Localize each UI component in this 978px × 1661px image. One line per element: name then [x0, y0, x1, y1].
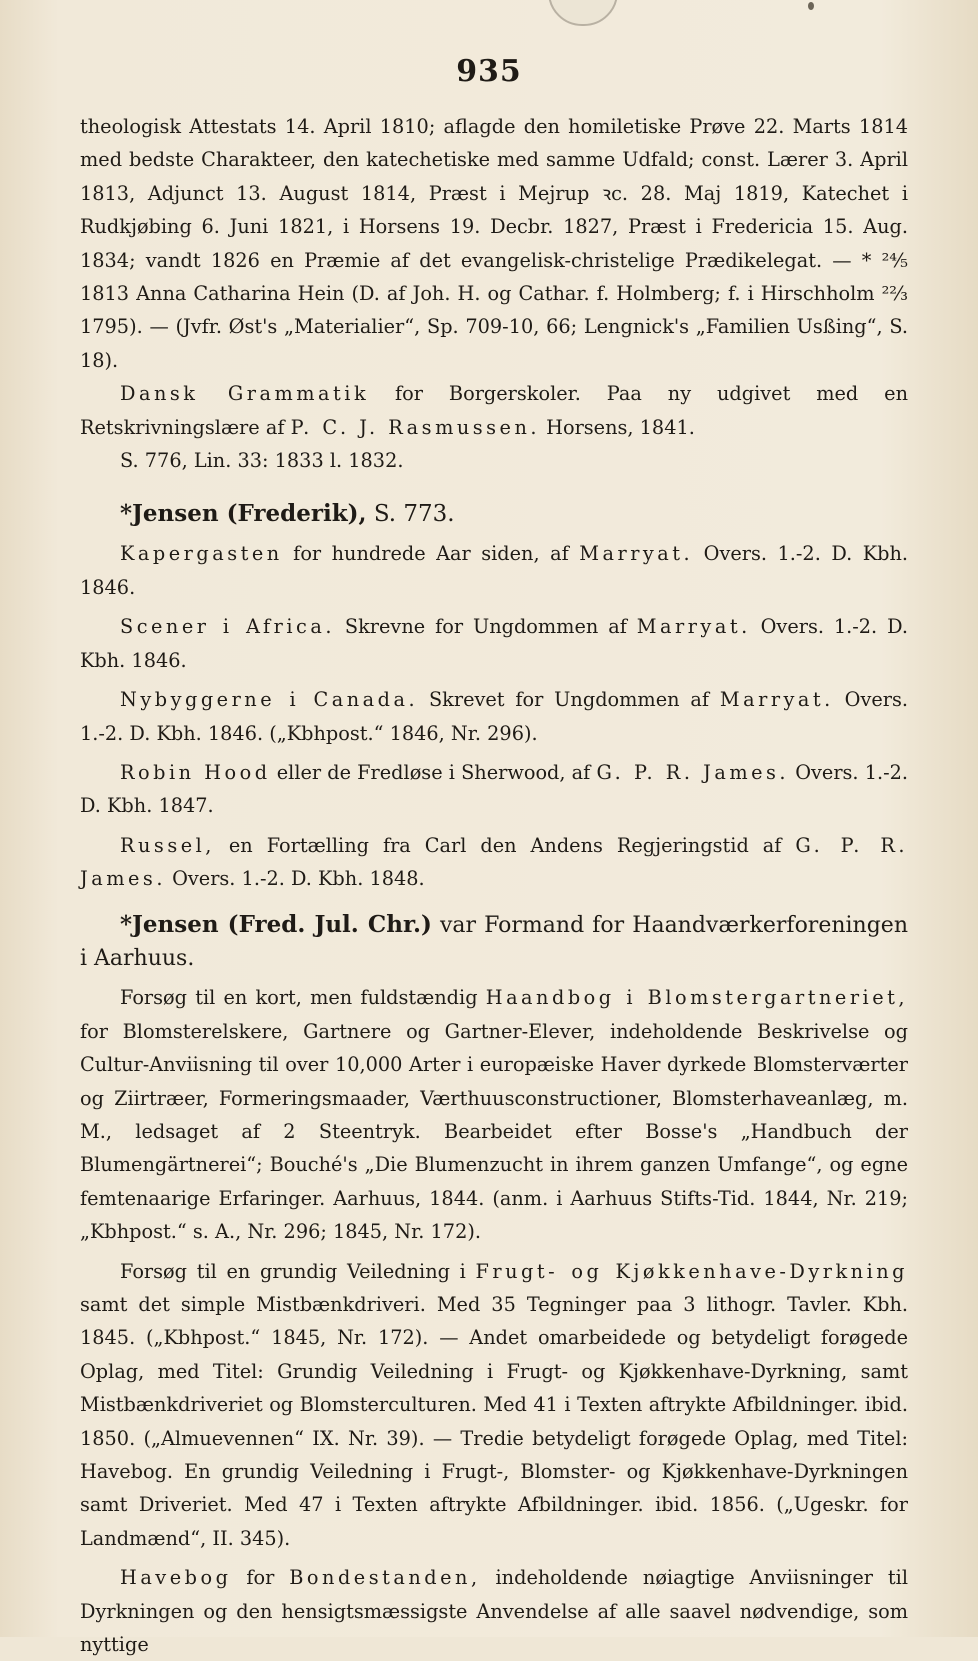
entry-title: Havebog	[120, 1566, 232, 1590]
entry-author: G. P. R. James.	[80, 833, 908, 891]
heading-text: var Formand for Haandværkerforeningen i Aarhuus.	[80, 912, 908, 971]
heading-name: *Jensen (Frederik),	[120, 500, 367, 528]
entry-tail: indeholdende nøiagtige Anviisninger til Dyrkningen og den hensigtsmæssigste Anvendelse af alle saavel nødvendige, som nyttige	[80, 1566, 908, 1657]
entry-text: en Fortælling fra Carl den Andens Regjeringstid af	[214, 833, 796, 857]
entry-text: Skrevne for Ungdommen af	[335, 615, 637, 639]
list-item	[80, 756, 908, 823]
entry-author: Marryat.	[579, 542, 694, 566]
entry-title: Scener i Africa.	[120, 615, 335, 639]
entry-text: for Borgerskoler. Paa ny udgivet med en Retskrivningslære af	[80, 382, 908, 439]
entry-author: P. C. J. Rasmussen.	[290, 415, 541, 439]
page-number: 935	[456, 54, 522, 89]
entry-title: Dansk Grammatik	[120, 382, 370, 406]
entry-text: til en kort, men fuldstændig	[187, 986, 486, 1010]
intro-paragraph: theologisk Attestats 14. April 1810; aflagde den homiletiske Prøve 22. Marts 1814 med bedste Charakteer, den katechetiske med samme Udfald; const. Lærer 3. April 1813, Adjunct 13. August 1814, Præst i Mejrup ꝛc. 28. Maj 1819, Katechet i Rudkjøbing 6. Juni 1821, i Horsens 19. Decbr. 1827, Præst i Fredericia 15. Aug. 1834; vandt 1826 en Præmie af det evangelisk-christelige Prædikelegat. — * ²⁴⁄₅ 1813 Anna Catharina Hein (D. af Joh. H. og Cathar. f. Holmberg; f. i Hirschholm ²²⁄₃ 1795). — (Jvfr. Øst's „Materialier“, Sp. 709-10, 66; Lengnick's „Familien Usßing“, S. 18).	[80, 115, 908, 372]
list-item	[80, 1255, 908, 1556]
entry-text: for	[231, 1566, 290, 1590]
entry-text: for hundrede Aar siden, af	[282, 542, 580, 566]
list-item	[80, 981, 908, 1248]
entry-tail: Horsens, 1841.	[540, 415, 695, 439]
main-text	[80, 110, 908, 1661]
entry-tail: Overs. 1.-2. D. Kbh. 1846.	[80, 542, 909, 599]
entry-author: G. P. R. James.	[596, 760, 790, 784]
entry-text: Skrevet for Ungdommen af	[418, 688, 720, 712]
list-item	[80, 829, 908, 896]
entry-author: Marryat.	[719, 688, 834, 712]
entry-title: Forsøg	[120, 1259, 187, 1283]
entry-title: Nybyggerne i Canada.	[120, 688, 419, 712]
entry-author: Marryat.	[636, 615, 751, 639]
entry-title: Kapergasten	[120, 542, 283, 566]
heading-name: *Jensen (Fred. Jul. Chr.)	[120, 910, 432, 938]
grammar-entry	[80, 377, 908, 444]
entry-tail: Overs. 1.-2. D. Kbh. 1848.	[165, 867, 425, 891]
ink-dot	[808, 2, 814, 10]
page-tab-mark	[548, 0, 618, 26]
entry-title: Robin Hood	[120, 760, 271, 784]
entry-title: Forsøg	[120, 986, 187, 1010]
list-item	[80, 537, 908, 604]
grammar-correction: S. 776, Lin. 33: 1833 l. 1832.	[120, 449, 404, 473]
entry-tail: samt det simple Mistbænkdriveri. Med 35 Tegninger paa 3 lithogr. Tavler. Kbh. 1845. („Kbhpost.“ 1845, Nr. 172). — Andet omarbeidede og betydeligt forøgede Oplag, med Titel: Grundig Veiledning i Frugt- og Kjøkkenhave-Dyrkning, samt Mistbænkdriveriet og Blomsterculturen. Med 41 i Texten aftrykte Afbildninger. ibid. 1850. („Almuevennen“ IX. Nr. 39). — Tredie betydeligt forøgede Oplag, med Titel: Havebog. En grundig Veiledning i Frugt-, Blomster- og Kjøkkenhave-Dyrkningen samt Driveriet. Med 47 i Texten aftrykte Afbildninger. ibid. 1856. („Ugeskr. for Landmænd“, II. 345).	[80, 1293, 908, 1550]
entry-text: eller de Fredløse i Sherwood, af	[270, 760, 597, 784]
entry-author: Bondestanden,	[289, 1566, 481, 1590]
section-heading-jensen-frederik	[80, 497, 908, 531]
entry-title: Russel,	[120, 833, 215, 857]
section-heading-jensen-fred-jul-chr	[80, 908, 908, 976]
entry-tail: Overs. 1.-2. D. Kbh. 1846.	[80, 615, 909, 672]
entry-author: Frugt- og Kjøkkenhave-Dyrkning	[475, 1259, 908, 1283]
entry-tail: Overs. 1.-2. D. Kbh. 1846. („Kbhpost.“ 1846, Nr. 296).	[80, 688, 908, 745]
entry-tail: for Blomsterelskere, Gartnere og Gartner-Elever, indeholdende Beskrivelse og Cultur-Anviisning til over 10,000 Arter i europæiske Haver dyrkede Blomsterværter og Ziirtræer, Formeringsmaader, Værthuusconstructioner, Blomsterhaveanlæg, m. M., ledsaget af 2 Steentryk. Bearbeidet efter Bosse's „Handbuch der Blumengärtnerei“; Bouché's „Die Blumenzucht in ihrem ganzen Umfange“, og egne femtenaarige Erfaringer. Aarhuus, 1844. (anm. i Aarhuus Stifts-Tid. 1844, Nr. 219; „Kbhpost.“ s. A., Nr. 296; 1845, Nr. 172).	[80, 1019, 908, 1244]
entry-text: til en grundig Veiledning i	[187, 1259, 476, 1283]
entry-tail: Overs. 1.-2. D. Kbh. 1847.	[80, 760, 909, 818]
list-item	[80, 683, 908, 750]
heading-ref: S. 773.	[366, 501, 455, 528]
entry-author: Haandbog i Blomstergartneriet,	[485, 986, 908, 1010]
list-item	[80, 1561, 908, 1661]
list-item	[80, 610, 908, 677]
